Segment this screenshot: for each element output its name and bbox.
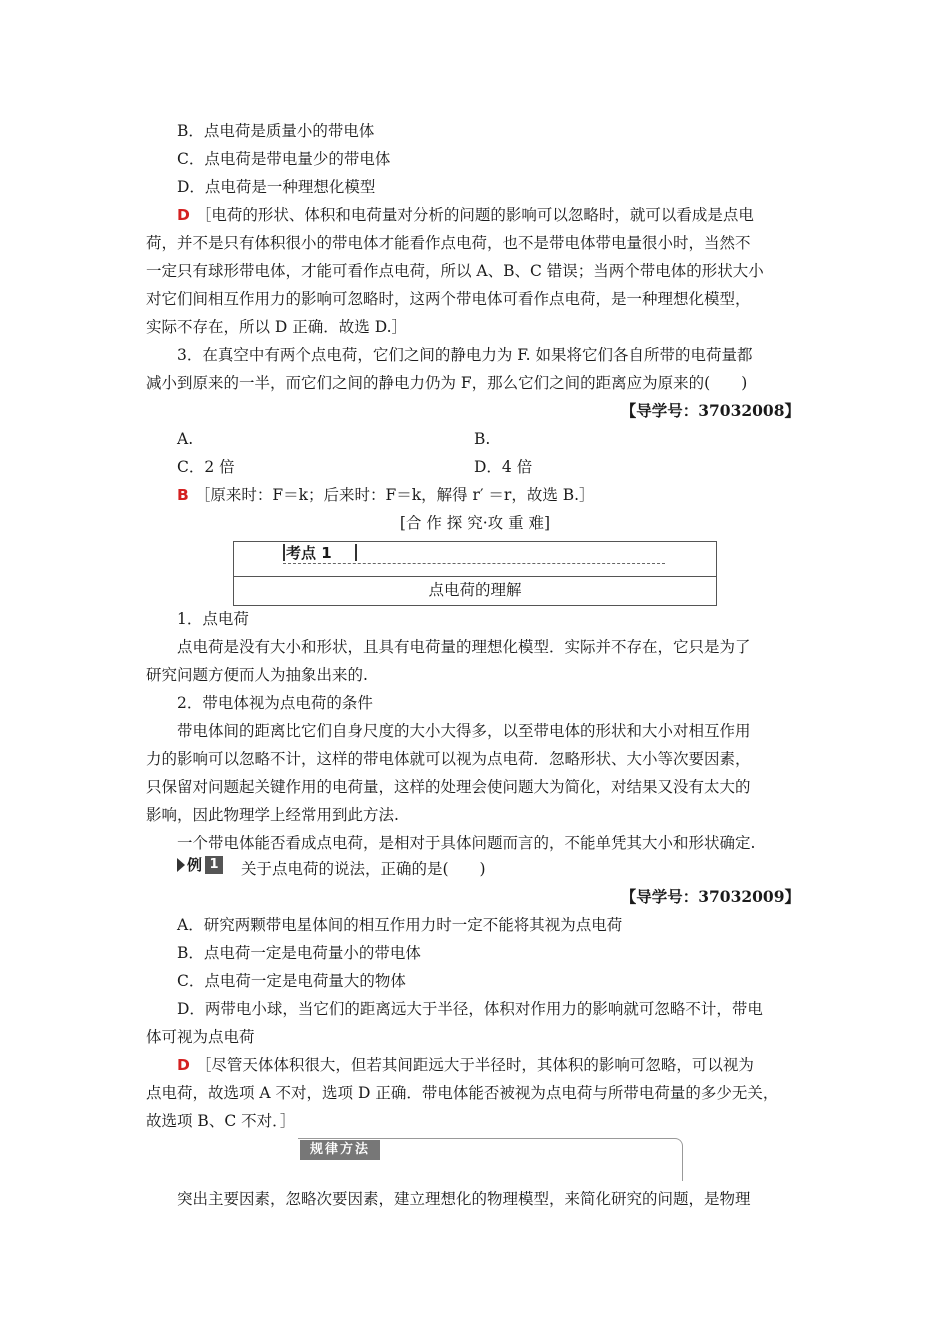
example-answer-text: ［尽管天体体积很大，但若其间距远大于半径时，其体积的影响可忽略，可以视为 [195, 1056, 754, 1074]
q2-answer-line-3: 一定只有球形带电体，才能可看作点电荷，所以 A、B、C 错误；当两个带电体的形状大小 [146, 262, 764, 280]
q3-option-b: B. [474, 430, 491, 448]
para-1-line-1: 点电荷是没有大小和形状，且具有电荷量的理想化模型．实际并不存在，它只是为了 [177, 638, 751, 656]
q3-guide-number: 【导学号：37032008】 [620, 401, 800, 420]
example-option-b: B．点电荷一定是电荷量小的带电体 [177, 944, 421, 962]
kaodian-box [233, 541, 717, 606]
kaodian-bar-right [355, 544, 357, 561]
para-2-line-2: 力的影响可以忽略不计，这样的带电体就可以视为点电荷．忽略形状、大小等次要因素， [146, 750, 751, 768]
q3-answer [177, 482, 595, 508]
example-guide-number: 【导学号：37032009】 [620, 887, 800, 906]
example-option-d-line-2: 体可视为点电荷 [146, 1028, 255, 1046]
example-badge [177, 854, 225, 876]
q2-answer-line-2: 荷，并不是只有体积很小的带电体才能看作点电荷，也不是带电体带电量很小时，当然不 [146, 234, 751, 252]
example-option-c: C．点电荷一定是电荷量大的物体 [177, 972, 406, 990]
q2-answer-line-1 [177, 202, 754, 228]
para-2-line-3: 只保留对问题起关键作用的电荷量，这样的处理会使问题大为简化，对结果又没有太大的 [146, 778, 751, 796]
para-2-line-1: 带电体间的距离比它们自身尺度的大小大得多，以至带电体的形状和大小对相互作用 [177, 722, 751, 740]
q2-answer-letter: D [177, 206, 190, 224]
example-option-a: A．研究两颗带电星体间的相互作用力时一定不能将其视为点电荷 [177, 916, 623, 934]
kaodian-dashed-line [283, 563, 665, 564]
heading-conditions: 2．带电体视为点电荷的条件 [177, 694, 373, 712]
q2-option-b: B．点电荷是质量小的带电体 [177, 122, 375, 140]
q3-line-2: 减小到原来的一半，而它们之间的静电力仍为 F，那么它们之间的距离应为原来的( ) [146, 374, 748, 392]
kaodian-bar-left [283, 544, 285, 561]
example-option-d-line-1: D．两带电小球，当它们的距离远大于半径，体积对作用力的影响就可忽略不计，带电 [177, 1000, 763, 1018]
para-2-line-4: 影响，因此物理学上经常用到此方法. [146, 806, 399, 824]
q2-answer-line-4: 对它们间相互作用力的影响可忽略时，这两个带电体可看作点电荷，是一种理想化模型， [146, 290, 751, 308]
q3-option-d: D．4 倍 [474, 458, 533, 476]
heading-point-charge: 1．点电荷 [177, 610, 249, 628]
para-3: 一个带电体能否看成点电荷，是相对于具体问题而言的，不能单凭其大小和形状确定. [177, 834, 756, 852]
q3-option-c: C．2 倍 [177, 458, 235, 476]
q2-option-c: C．点电荷是带电量少的带电体 [177, 150, 391, 168]
q3-line-1: 3．在真空中有两个点电荷，它们之间的静电力为 F. 如果将它们各自所带的电荷量都 [177, 346, 753, 364]
section-title: [合 作 探 究·攻 重 难] [399, 514, 551, 532]
q2-answer-text: ［电荷的形状、体积和电荷量对分析的问题的影响可以忽略时，就可以看成是点电 [195, 206, 754, 224]
example-question: 关于点电荷的说法，正确的是( ) [241, 860, 486, 878]
triangle-icon [177, 858, 185, 872]
q2-option-d: D．点电荷是一种理想化模型 [177, 178, 376, 196]
q3-option-a: A. [177, 430, 194, 448]
q3-answer-text: ［原来时：F＝k；后来时：F＝k，解得 r′ ＝r，故选 B.］ [194, 486, 595, 504]
method-text: 突出主要因素，忽略次要因素，建立理想化的物理模型，来简化研究的问题，是物理 [177, 1190, 751, 1208]
kaodian-title: 点电荷的理解 [428, 581, 522, 599]
example-answer-letter: D [177, 1056, 190, 1074]
example-answer-line-2: 点电荷，故选项 A 不对，选项 D 正确．带电体能否被视为点电荷与所带电荷量的多少无关， [146, 1084, 779, 1102]
example-answer-line-3: 故选项 B、C 不对．］ [146, 1112, 296, 1130]
q2-answer-line-5: 实际不存在，所以 D 正确．故选 D.］ [146, 318, 408, 336]
example-answer-line-1 [177, 1052, 754, 1078]
example-badge-text: 例 [187, 856, 203, 874]
q3-answer-letter: B [177, 486, 189, 504]
method-label: 规律方法 [300, 1140, 380, 1160]
para-1-line-2: 研究问题方便而人为抽象出来的. [146, 666, 368, 684]
example-badge-number: 1 [205, 856, 223, 874]
kaodian-label: 考点 1 [286, 544, 332, 562]
